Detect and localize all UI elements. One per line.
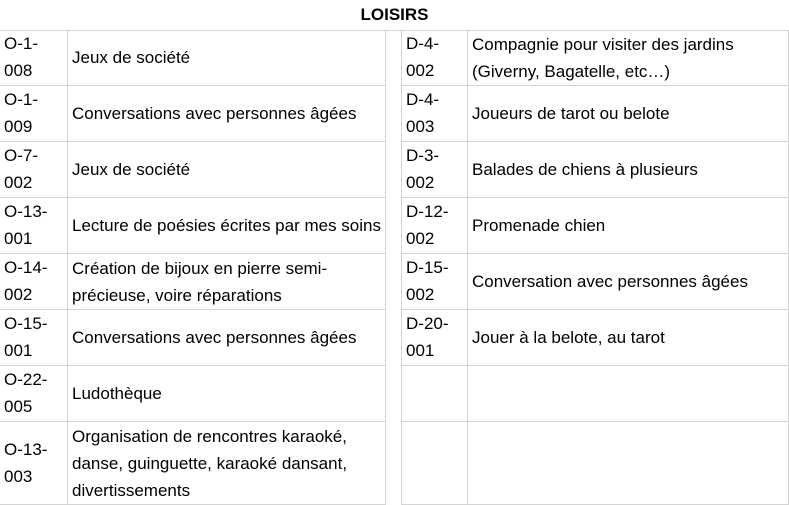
spacer-column <box>386 30 402 505</box>
left-text-cell[interactable]: Conversations avec personnes âgées <box>68 310 386 366</box>
right-code-cell[interactable]: D-12-002 <box>402 198 468 254</box>
left-code-cell[interactable]: O-14-002 <box>0 254 68 310</box>
left-code-cell[interactable]: O-1-008 <box>0 30 68 86</box>
right-code-cell[interactable]: D-3-002 <box>402 142 468 198</box>
right-code-cell[interactable]: D-15-002 <box>402 254 468 310</box>
right-code-cell[interactable]: D-20-001 <box>402 310 468 366</box>
sheet-title: LOISIRS <box>0 0 789 31</box>
right-text-cell[interactable] <box>468 422 789 505</box>
left-text-cell[interactable]: Jeux de société <box>68 30 386 86</box>
right-text-cell[interactable] <box>468 366 789 422</box>
left-code-cell[interactable]: O-7-002 <box>0 142 68 198</box>
left-code-cell[interactable]: O-13-001 <box>0 198 68 254</box>
left-text-cell[interactable]: Jeux de société <box>68 142 386 198</box>
right-text-cell[interactable]: Balades de chiens à plusieurs <box>468 142 789 198</box>
left-text-cell[interactable]: Conversations avec personnes âgées <box>68 86 386 142</box>
left-text-cell[interactable]: Organisation de rencontres karaoké, danse, guinguette, karaoké dansant, divertissements <box>68 422 386 505</box>
left-code-cell[interactable]: O-1-009 <box>0 86 68 142</box>
right-text-cell[interactable]: Joueurs de tarot ou belote <box>468 86 789 142</box>
right-text-cell[interactable]: Promenade chien <box>468 198 789 254</box>
right-code-cell[interactable] <box>402 422 468 505</box>
right-text-cell[interactable]: Compagnie pour visiter des jardins (Giverny, Bagatelle, etc…) <box>468 30 789 86</box>
left-code-cell[interactable]: O-13-003 <box>0 422 68 505</box>
left-text-cell[interactable]: Ludothèque <box>68 366 386 422</box>
right-text-cell[interactable]: Conversation avec personnes âgées <box>468 254 789 310</box>
left-code-cell[interactable]: O-22-005 <box>0 366 68 422</box>
right-text-cell[interactable]: Jouer à la belote, au tarot <box>468 310 789 366</box>
left-text-cell[interactable]: Création de bijoux en pierre semi-précieuse, voire réparations <box>68 254 386 310</box>
left-code-cell[interactable]: O-15-001 <box>0 310 68 366</box>
right-code-cell[interactable] <box>402 366 468 422</box>
left-text-cell[interactable]: Lecture de poésies écrites par mes soins <box>68 198 386 254</box>
right-code-cell[interactable]: D-4-002 <box>402 30 468 86</box>
right-code-cell[interactable]: D-4-003 <box>402 86 468 142</box>
